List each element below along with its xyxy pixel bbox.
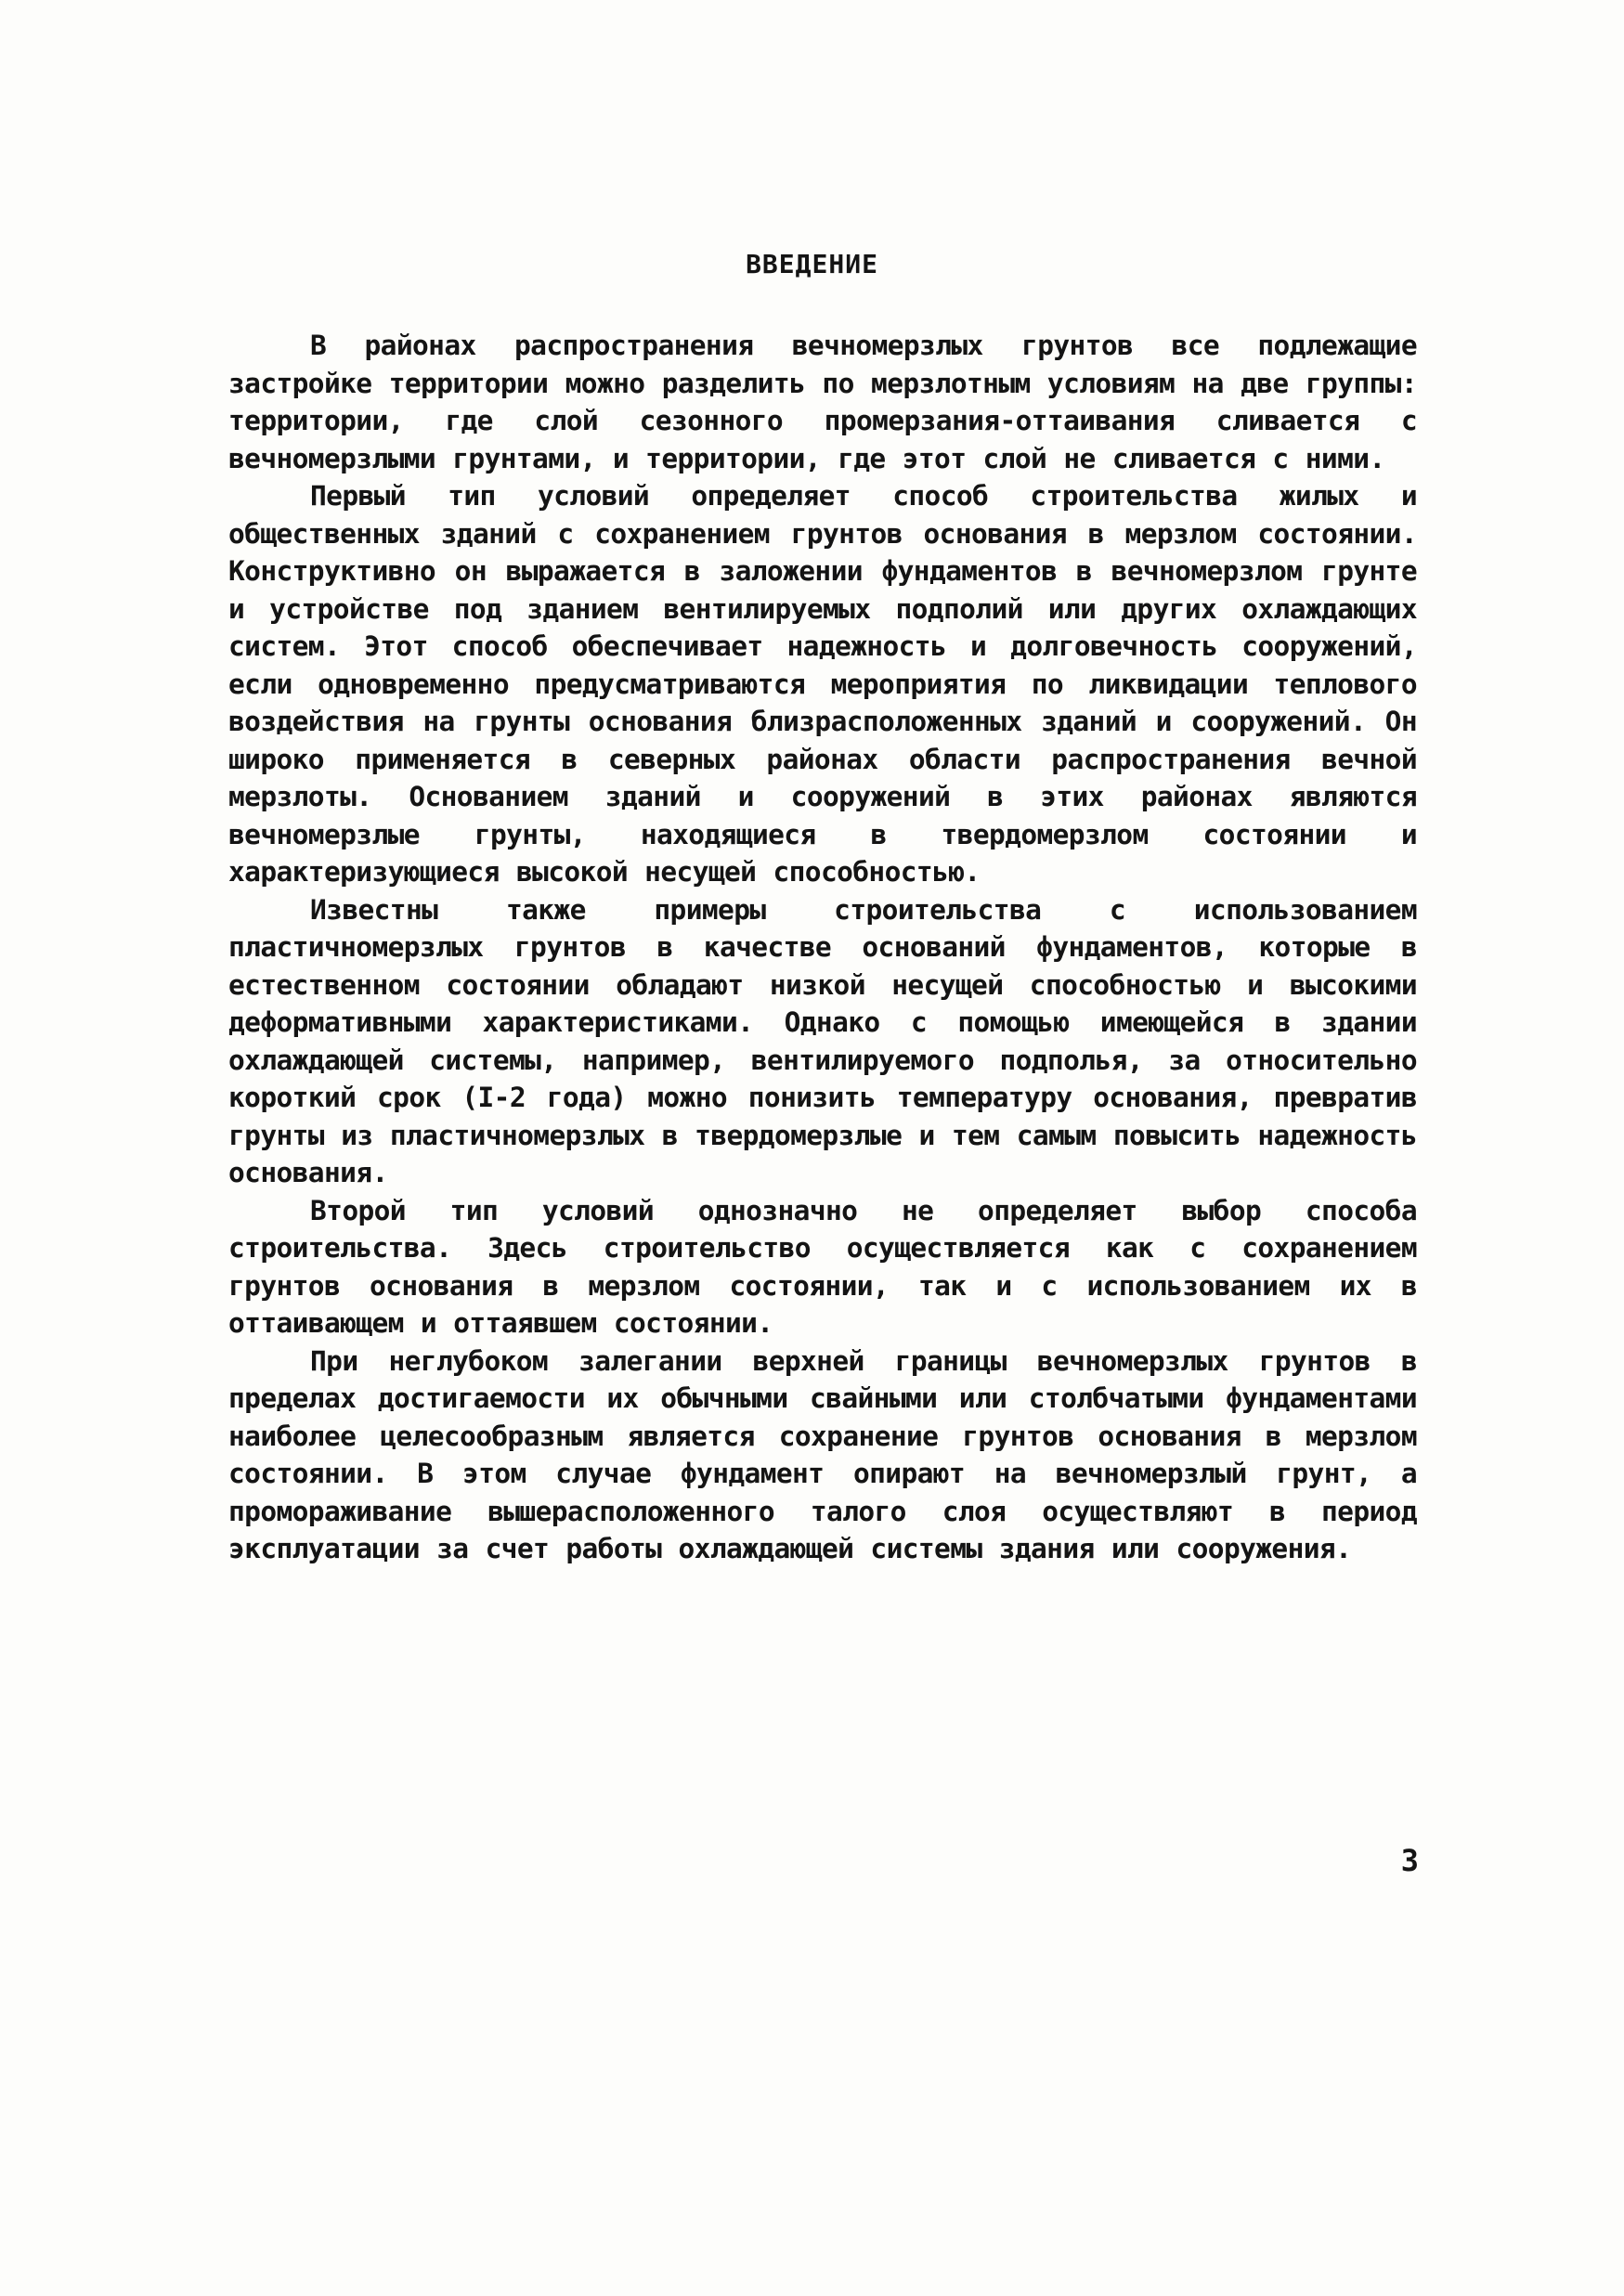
paragraph-4: Второй тип условий однозначно не определяет выбор способа строительства. Здесь строительство осуществляется как с сохранением грунтов основания в мерзлом состоянии, так и с использованием их в оттаивающем и оттаявшем состоянии.	[228, 1194, 1417, 1339]
body-text	[228, 327, 1417, 1568]
paragraph-2: Первый тип условий определяет способ строительства жилых и общественных зданий с сохранением грунтов основания в мерзлом состоянии. Конструктивно он выражается в заложении фундаментов в вечномерзлом грунте и устройстве под зданием вентилируемых подполий или других охлаждающих систем. Этот способ обеспечивает надежность и долговечность сооружений, если одновременно предусматриваются мероприятия по ликвидации теплового воздействия на грунты основания близрасположенных зданий и сооружений. Он широко применяется в северных районах области распространения вечной мерзлоты. Основанием зданий и сооружений в этих районах являются вечномерзлые грунты, находящиеся в твердомерзлом состоянии и характеризующиеся высокой несущей способностью.	[228, 480, 1417, 888]
paragraph-5: При неглубоком залегании верхней границы вечномерзлых грунтов в пределах достигаемости их обычными свайными или столбчатыми фундаментами наиболее целесообразным является сохранение грунтов основания в мерзлом состоянии. В этом случае фундамент опирают на вечномерзлый грунт, а промораживание вышерасположенного талого слоя осуществляют в период эксплуатации за счет работы охлаждающей системы здания или сооружения.	[228, 1344, 1417, 1564]
page-number: 3	[1400, 1843, 1419, 1878]
paragraph-1: В районах распространения вечномерзлых грунтов все подлежащие застройке территории можно разделить по мерзлотным условиям на две группы: территории, где слой сезонного промерзания-оттаивания сливается с вечномерзлыми грунтами, и территории, где этот слой не сливается с ними.	[228, 330, 1417, 474]
section-heading: ВВЕДЕНИЕ	[746, 249, 878, 279]
paragraph-3: Известны также примеры строительства с использованием пластичномерзлых грунтов в качестве оснований фундаментов, которые в естественном состоянии обладают низкой несущей способностью и высокими деформативными характеристиками. Однако с помощью имеющейся в здании охлаждающей системы, например, вентилируемого подполья, за относительно короткий срок (I-2 года) можно понизить температуру основания, превратив грунты из пластичномерзлых в твердомерзлые и тем самым повысить надежность основания.	[228, 893, 1417, 1188]
